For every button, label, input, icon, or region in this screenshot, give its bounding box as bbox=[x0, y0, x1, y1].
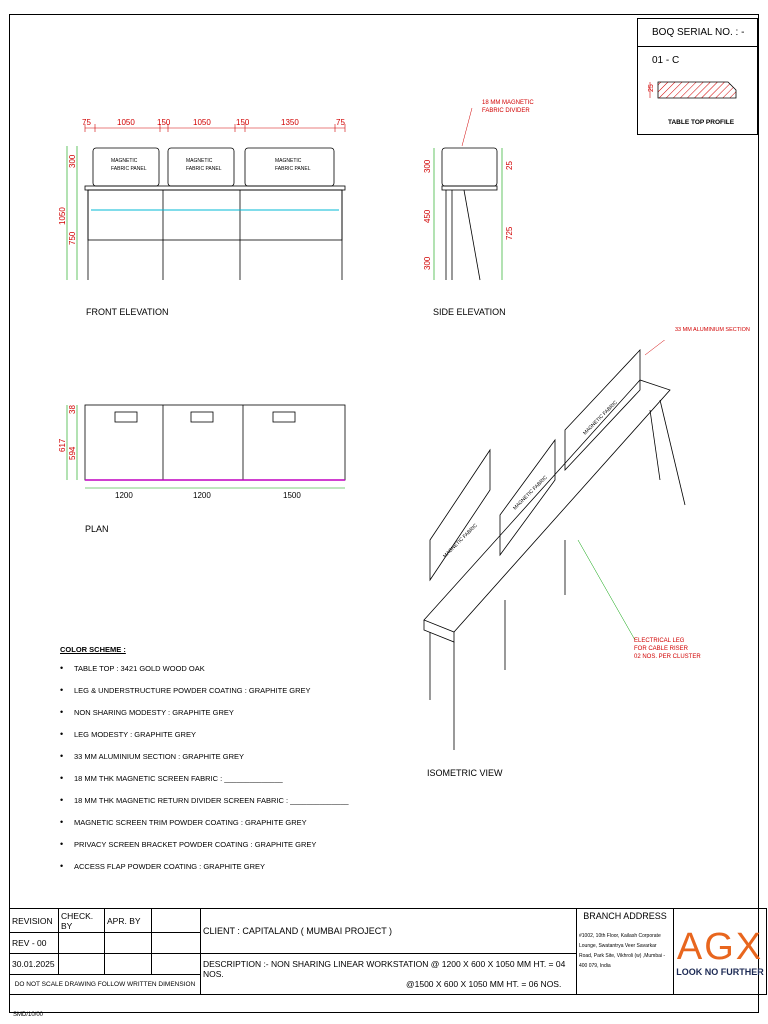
svg-text:MAGNETIC: MAGNETIC bbox=[275, 158, 302, 164]
side-elevation bbox=[412, 98, 532, 283]
boq-box bbox=[637, 18, 758, 135]
color-scheme-item: • TABLE TOP : 3421 GOLD WOOD OAK bbox=[60, 663, 205, 673]
side-note: 18 MM MAGNETIC FABRIC DIVIDER bbox=[482, 100, 534, 114]
color-scheme-item: • 33 MM ALUMINIUM SECTION : GRAPHITE GREY bbox=[60, 751, 245, 761]
isometric-title: ISOMETRIC VIEW bbox=[427, 768, 503, 778]
iso-note-leg: ELECTRICAL LEG FOR CABLE RISER 02 NOS. PER CLUSTER bbox=[634, 638, 701, 660]
color-scheme-item: • 18 MM THK MAGNETIC RETURN DIVIDER SCREEN FABRIC : ______________ bbox=[60, 795, 349, 805]
svg-text:MAGNETIC: MAGNETIC bbox=[186, 158, 213, 164]
plan-view bbox=[55, 390, 375, 515]
front-dim-left: 300 bbox=[68, 154, 77, 168]
description-line-1: DESCRIPTION :- NON SHARING LINEAR WORKSTATION @ 1200 X 600 X 1050 MM HT. = 04 NOS. bbox=[203, 959, 566, 979]
revision-label: REVISION bbox=[10, 909, 59, 933]
drawing-code: SMD/10/00 bbox=[13, 1012, 44, 1018]
front-dim-left: 750 bbox=[68, 231, 77, 245]
title-block bbox=[9, 908, 767, 995]
side-dim-right: 25 bbox=[505, 161, 514, 170]
side-dim-left: 300 bbox=[423, 159, 432, 173]
company-logo: AGX bbox=[676, 925, 764, 968]
side-dim-right: 725 bbox=[505, 226, 514, 240]
profile-caption: TABLE TOP PROFILE bbox=[668, 119, 735, 126]
branch-address: #1002, 10th Floor, Kailash Corporate Lounge, Swatantrya Veer Savarkar Road, Park Site, Vikhroli (w) ,Mumbai - 400 079, India bbox=[579, 933, 666, 969]
color-scheme-item: • MAGNETIC SCREEN TRIM POWDER COATING : GRAPHITE GREY bbox=[60, 817, 307, 827]
front-elevation bbox=[55, 110, 385, 290]
plan-dim-bottom: 1200 bbox=[115, 491, 133, 500]
color-scheme-item: • 18 MM THK MAGNETIC SCREEN FABRIC : ______________ bbox=[60, 773, 283, 783]
company-tagline: LOOK NO FURTHER bbox=[676, 966, 764, 977]
svg-text:FABRIC PANEL: FABRIC PANEL bbox=[111, 166, 147, 172]
color-scheme-item: • NON SHARING MODESTY : GRAPHITE GREY bbox=[60, 707, 234, 717]
plan-dim-left: 617 bbox=[58, 438, 67, 452]
scale-note: DO NOT SCALE DRAWING FOLLOW WRITTEN DIMENSION bbox=[10, 975, 201, 995]
color-scheme-item: • LEG MODESTY : GRAPHITE GREY bbox=[60, 729, 196, 739]
plan-dim-bottom: 1500 bbox=[283, 491, 301, 500]
svg-text:FABRIC PANEL: FABRIC PANEL bbox=[186, 166, 222, 172]
front-dim-top: 75 bbox=[82, 118, 91, 127]
iso-note-top: 33 MM ALUMINIUM SECTION bbox=[675, 327, 750, 333]
isometric-view bbox=[410, 340, 740, 760]
front-dim-top: 1350 bbox=[281, 118, 299, 127]
svg-text:FABRIC PANEL: FABRIC PANEL bbox=[275, 166, 311, 172]
color-scheme-item: • LEG & UNDERSTRUCTURE POWDER COATING : GRAPHITE GREY bbox=[60, 685, 311, 695]
boq-serial: BOQ SERIAL NO. : - 01 - C bbox=[638, 19, 757, 47]
apr-by-label: APR. BY bbox=[105, 909, 152, 933]
side-elevation-title: SIDE ELEVATION bbox=[433, 307, 506, 317]
profile-dim: 25 bbox=[648, 84, 655, 92]
svg-text:MAGNETIC FABRIC: MAGNETIC FABRIC bbox=[582, 399, 619, 437]
svg-text:MAGNETIC FABRIC: MAGNETIC FABRIC bbox=[512, 474, 549, 512]
svg-text:MAGNETIC FABRIC: MAGNETIC FABRIC bbox=[442, 522, 479, 560]
color-scheme-title: COLOR SCHEME : bbox=[60, 645, 126, 654]
plan-dim-left: 38 bbox=[68, 405, 77, 414]
plan-dim-bottom: 1200 bbox=[193, 491, 211, 500]
table-top-profile bbox=[638, 48, 757, 136]
side-dim-left: 450 bbox=[423, 209, 432, 223]
side-dim-left: 300 bbox=[423, 256, 432, 270]
front-dim-top: 150 bbox=[157, 118, 171, 127]
front-dim-top: 1050 bbox=[193, 118, 211, 127]
description-line-2: @1500 X 600 X 1050 MM HT. = 06 NOS. bbox=[406, 979, 562, 989]
color-scheme-item: • ACCESS FLAP POWDER COATING : GRAPHITE GREY bbox=[60, 861, 266, 871]
front-dim-top: 1050 bbox=[117, 118, 135, 127]
branch-title: BRANCH ADDRESS bbox=[583, 911, 667, 921]
front-dim-top: 150 bbox=[236, 118, 250, 127]
color-scheme-item: • PRIVACY SCREEN BRACKET POWDER COATING : GRAPHITE GREY bbox=[60, 839, 317, 849]
client-name: CLIENT : CAPITALAND ( MUMBAI PROJECT ) bbox=[201, 909, 577, 954]
svg-text:MAGNETIC: MAGNETIC bbox=[111, 158, 138, 164]
revision-date: 30.01.2025 bbox=[10, 954, 59, 975]
plan-title: PLAN bbox=[85, 524, 109, 534]
front-dim-left: 1050 bbox=[58, 207, 67, 225]
color-scheme bbox=[60, 645, 349, 884]
front-dim-top: 75 bbox=[336, 118, 345, 127]
check-by-label: CHECK. BY bbox=[59, 909, 105, 933]
revision-value: REV - 00 bbox=[10, 933, 59, 954]
front-elevation-title: FRONT ELEVATION bbox=[86, 307, 169, 317]
plan-dim-left: 594 bbox=[68, 446, 77, 460]
